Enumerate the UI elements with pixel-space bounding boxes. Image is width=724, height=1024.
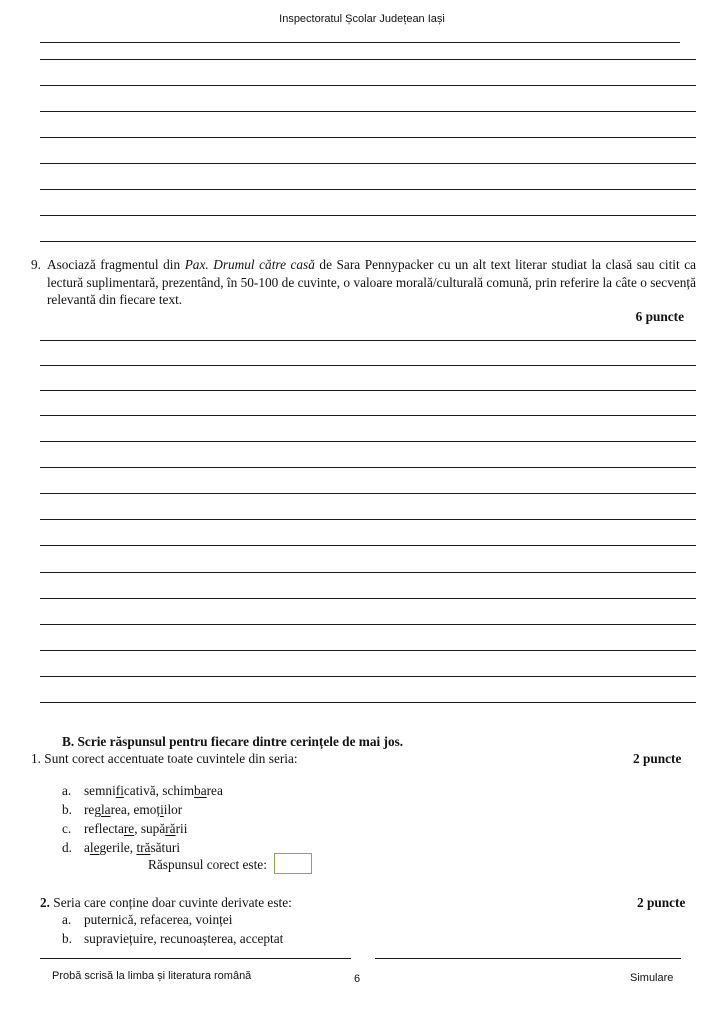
option-text: rea	[206, 783, 223, 798]
accent-mark: ră	[165, 821, 176, 836]
accent-mark: fi	[115, 783, 124, 798]
writing-line	[40, 702, 696, 703]
writing-line	[40, 189, 696, 190]
question-text	[47, 256, 696, 309]
writing-line	[40, 598, 696, 599]
option-letter: a.	[62, 783, 72, 798]
option-text: ilor	[163, 802, 183, 817]
option-text: cativă, schim	[123, 783, 195, 798]
writing-line	[40, 493, 696, 494]
question-b1-prompt: 1. Sunt corect accentuate toate cuvintele din seria:	[31, 751, 298, 766]
option-text: reflecta	[84, 821, 124, 836]
footer-divider-left	[40, 958, 351, 959]
question-text-part: de Sara Pennypacker cu un alt text literar studiat la clasă sau citit ca lectură suplimentară, prezentând, în 50-100 de cuvinte, o valoare morală/culturală comună, prin referire la câte o secvență relevantă din fiecare text.	[47, 257, 696, 307]
accent-mark: re	[123, 821, 135, 836]
writing-line	[40, 467, 696, 468]
option-text: puternică, refacerea, voinței	[84, 912, 233, 927]
question-b2-points: 2 puncte	[637, 895, 686, 910]
option-letter: c.	[62, 821, 72, 836]
writing-line	[40, 163, 696, 164]
footer-exam-type: Simulare	[630, 972, 674, 984]
option-text: rea, emo	[110, 802, 157, 817]
writing-line	[40, 215, 696, 216]
question-9	[28, 256, 696, 309]
section-b-title: B. Scrie răspunsul pentru fiecare dintre cerințele de mai jos.	[62, 734, 404, 749]
writing-line	[40, 340, 696, 341]
footer-exam-title: Probă scrisă la limba și literatura română	[52, 970, 252, 982]
writing-line	[40, 42, 680, 43]
writing-line	[40, 111, 696, 112]
writing-line	[40, 415, 696, 416]
option-text: supraviețuire, recunoașterea, acceptat	[84, 931, 284, 946]
question-b2-prompt	[40, 895, 292, 911]
page-header-title: Inspectoratul Școlar Județean Iași	[279, 13, 445, 25]
option-text: gerile,	[99, 840, 137, 855]
answer-box[interactable]	[274, 853, 312, 874]
question-9-points: 6 puncte	[635, 309, 684, 324]
writing-line	[40, 519, 696, 520]
accent-mark: le	[89, 840, 100, 855]
option-a	[62, 783, 223, 799]
writing-line	[40, 137, 696, 138]
writing-line	[40, 545, 696, 546]
accent-mark: ba	[194, 783, 207, 798]
option-c	[62, 821, 187, 837]
accent-mark: ți	[156, 802, 164, 817]
option-text: rii	[175, 821, 188, 836]
book-title: Pax. Drumul către casă	[184, 257, 315, 272]
accent-mark: tră	[136, 840, 151, 855]
answer-label: Răspunsul corect este:	[148, 857, 267, 872]
option-text: , supă	[134, 821, 166, 836]
writing-line	[40, 676, 696, 677]
option-b	[62, 802, 182, 818]
option-text: a	[84, 840, 90, 855]
question-text: Seria care conține doar cuvinte derivate este:	[49, 895, 292, 910]
accent-mark: gla	[94, 802, 111, 817]
writing-line	[40, 650, 696, 651]
option-text: re	[84, 802, 95, 817]
question-number: 2.	[40, 895, 50, 910]
option-letter: b.	[62, 931, 72, 946]
writing-line	[40, 441, 696, 442]
option-b	[62, 931, 283, 947]
question-number: 9.	[31, 257, 41, 272]
option-text: sături	[150, 840, 181, 855]
writing-line	[40, 85, 696, 86]
question-text-part: Asociază fragmentul din	[47, 257, 185, 272]
option-letter: a.	[62, 912, 72, 927]
writing-line	[40, 241, 696, 242]
footer-divider-right	[375, 958, 681, 959]
option-letter: b.	[62, 802, 72, 817]
option-a	[62, 912, 232, 928]
question-b1-points: 2 puncte	[633, 751, 682, 766]
writing-line	[40, 624, 696, 625]
option-d	[62, 840, 180, 856]
footer-page-number: 6	[354, 973, 361, 985]
writing-line	[40, 365, 696, 366]
writing-line	[40, 59, 696, 60]
option-letter: d.	[62, 840, 72, 855]
option-text: semni	[84, 783, 116, 798]
writing-line	[40, 390, 696, 391]
writing-line	[40, 572, 696, 573]
